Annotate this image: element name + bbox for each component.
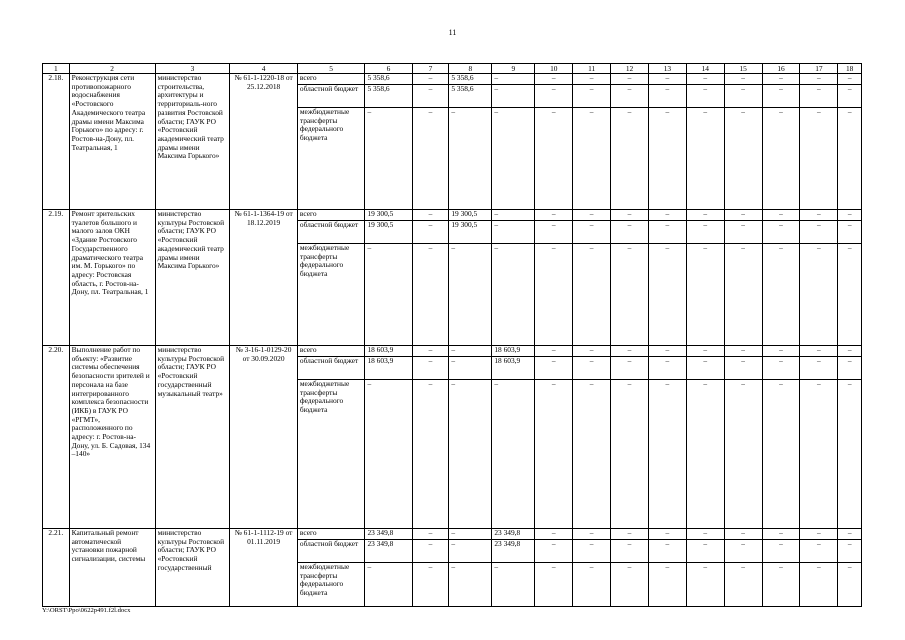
amount-col17: –	[800, 380, 838, 529]
amount-col15: –	[724, 357, 762, 380]
amount-col12: –	[611, 210, 649, 221]
amount-col18: –	[838, 108, 862, 210]
amount-col7: –	[412, 221, 449, 244]
amount-col14: –	[686, 85, 724, 108]
column-header-18: 18	[838, 64, 862, 74]
amount-col13: –	[648, 540, 686, 563]
amount-col7: –	[412, 540, 449, 563]
amount-col7: –	[412, 74, 449, 85]
amount-col16: –	[762, 540, 800, 563]
amount-col11: –	[573, 74, 611, 85]
amount-col18: –	[838, 529, 862, 540]
amount-col8: –	[449, 529, 492, 540]
amount-col15: –	[724, 74, 762, 85]
amount-col17: –	[800, 74, 838, 85]
responsible-organization: министерство культуры Ростовской области; ГАУК РО «Ростовский государственный	[155, 529, 230, 607]
amount-col11: –	[573, 540, 611, 563]
funding-source: областной бюджет	[297, 540, 365, 563]
amount-col9: 18 603,9	[492, 357, 535, 380]
amount-col6: –	[365, 244, 412, 346]
amount-col13: –	[648, 108, 686, 210]
amount-col17: –	[800, 357, 838, 380]
amount-col16: –	[762, 210, 800, 221]
amount-col6: 5 358,6	[365, 74, 412, 85]
amount-col16: –	[762, 108, 800, 210]
object-name: Капитальный ремонт автоматической установки пожарной сигнализации, системы	[69, 529, 155, 607]
amount-col17: –	[800, 346, 838, 357]
funding-source: областной бюджет	[297, 85, 365, 108]
funding-source: всего	[297, 74, 365, 85]
funding-source: межбюджетные трансферты федерального бюджета	[297, 380, 365, 529]
column-header-3: 3	[155, 64, 230, 74]
amount-col18: –	[838, 346, 862, 357]
amount-col17: –	[800, 529, 838, 540]
amount-col9: –	[492, 221, 535, 244]
amount-col14: –	[686, 346, 724, 357]
amount-col10: –	[535, 380, 573, 529]
amount-col11: –	[573, 85, 611, 108]
page-number: 11	[448, 28, 457, 37]
amount-col8: 19 300,5	[449, 221, 492, 244]
funding-source: межбюджетные трансферты федерального бюджета	[297, 244, 365, 346]
funding-source: межбюджетные трансферты федерального бюджета	[297, 563, 365, 607]
responsible-organization: министерство строительства, архитектуры и территориаль-ного развития Ростовской области; ГАУК РО «Ростовский академический театр драмы имени Максима Горького»	[155, 74, 230, 210]
amount-col17: –	[800, 85, 838, 108]
column-header-9: 9	[492, 64, 535, 74]
column-header-2: 2	[69, 64, 155, 74]
column-header-14: 14	[686, 64, 724, 74]
column-header-17: 17	[800, 64, 838, 74]
amount-col7: –	[412, 244, 449, 346]
amount-col10: –	[535, 210, 573, 221]
amount-col11: –	[573, 563, 611, 607]
amount-col14: –	[686, 108, 724, 210]
table-row	[43, 74, 862, 85]
amount-col16: –	[762, 380, 800, 529]
amount-col9: –	[492, 74, 535, 85]
amount-col8: –	[449, 357, 492, 380]
amount-col6: 23 349,8	[365, 540, 412, 563]
amount-col15: –	[724, 221, 762, 244]
column-header-10: 10	[535, 64, 573, 74]
amount-col18: –	[838, 221, 862, 244]
contract-number: № 61-1-1220-18 от 25.12.2018	[230, 74, 298, 210]
contract-number: № 3-16-1-0129-20 от 30.09.2020	[230, 346, 298, 529]
amount-col15: –	[724, 108, 762, 210]
amount-col7: –	[412, 108, 449, 210]
column-header-15: 15	[724, 64, 762, 74]
amount-col17: –	[800, 210, 838, 221]
funding-source: областной бюджет	[297, 221, 365, 244]
table-row	[43, 529, 862, 540]
amount-col6: 18 603,9	[365, 346, 412, 357]
row-number: 2.21.	[43, 529, 70, 607]
amount-col11: –	[573, 108, 611, 210]
amount-col15: –	[724, 540, 762, 563]
funding-source: всего	[297, 346, 365, 357]
amount-col11: –	[573, 221, 611, 244]
amount-col6: 19 300,5	[365, 210, 412, 221]
amount-col17: –	[800, 244, 838, 346]
amount-col15: –	[724, 529, 762, 540]
column-header-7: 7	[412, 64, 449, 74]
amount-col6: –	[365, 380, 412, 529]
amount-col9: –	[492, 108, 535, 210]
amount-col8: 5 358,6	[449, 85, 492, 108]
row-number: 2.20.	[43, 346, 70, 529]
amount-col10: –	[535, 108, 573, 210]
amount-col15: –	[724, 346, 762, 357]
amount-col9: 18 603,9	[492, 346, 535, 357]
table-body	[43, 74, 862, 607]
amount-col9: –	[492, 380, 535, 529]
amount-col16: –	[762, 563, 800, 607]
footer-file-path: Y:\ORST\Ppo\0622p491.f2l.docx	[42, 607, 131, 614]
amount-col18: –	[838, 357, 862, 380]
amount-col12: –	[611, 380, 649, 529]
amount-col10: –	[535, 563, 573, 607]
amount-col12: –	[611, 357, 649, 380]
amount-col13: –	[648, 357, 686, 380]
budget-table	[42, 63, 862, 607]
amount-col9: 23 349,8	[492, 540, 535, 563]
amount-col8: –	[449, 346, 492, 357]
amount-col7: –	[412, 563, 449, 607]
amount-col8: –	[449, 108, 492, 210]
amount-col10: –	[535, 540, 573, 563]
amount-col14: –	[686, 244, 724, 346]
amount-col12: –	[611, 85, 649, 108]
amount-col11: –	[573, 357, 611, 380]
amount-col6: –	[365, 108, 412, 210]
amount-col9: 23 349,8	[492, 529, 535, 540]
amount-col10: –	[535, 529, 573, 540]
amount-col8: –	[449, 563, 492, 607]
amount-col18: –	[838, 244, 862, 346]
header-row	[43, 64, 862, 74]
amount-col13: –	[648, 529, 686, 540]
amount-col14: –	[686, 357, 724, 380]
amount-col12: –	[611, 74, 649, 85]
amount-col11: –	[573, 244, 611, 346]
funding-source: всего	[297, 529, 365, 540]
amount-col16: –	[762, 74, 800, 85]
contract-number: № 61-1-1112-19 от 01.11.2019	[230, 529, 298, 607]
amount-col9: –	[492, 563, 535, 607]
amount-col13: –	[648, 74, 686, 85]
amount-col16: –	[762, 357, 800, 380]
amount-col12: –	[611, 540, 649, 563]
column-header-4: 4	[230, 64, 298, 74]
amount-col16: –	[762, 346, 800, 357]
amount-col16: –	[762, 85, 800, 108]
amount-col12: –	[611, 244, 649, 346]
amount-col14: –	[686, 380, 724, 529]
amount-col7: –	[412, 210, 449, 221]
column-header-12: 12	[611, 64, 649, 74]
column-header-11: 11	[573, 64, 611, 74]
amount-col6: –	[365, 563, 412, 607]
amount-col8: –	[449, 380, 492, 529]
column-header-1: 1	[43, 64, 70, 74]
amount-col18: –	[838, 85, 862, 108]
object-name: Выполнение работ по объекту: «Развитие системы обеспечения безопасности зрителей и персонала на базе интегрированного комплекса безопасности (ИКБ) в ГАУК РО «РГМТ», расположенного по адресу: г. Ростов-на-Дону, ул. Б. Садовая, 134 –140»	[69, 346, 155, 529]
amount-col17: –	[800, 108, 838, 210]
amount-col18: –	[838, 74, 862, 85]
funding-source: межбюджетные трансферты федерального бюджета	[297, 108, 365, 210]
column-header-16: 16	[762, 64, 800, 74]
amount-col14: –	[686, 563, 724, 607]
amount-col8: –	[449, 244, 492, 346]
amount-col12: –	[611, 529, 649, 540]
amount-col10: –	[535, 346, 573, 357]
amount-col17: –	[800, 540, 838, 563]
column-header-13: 13	[648, 64, 686, 74]
amount-col6: 23 349,8	[365, 529, 412, 540]
amount-col7: –	[412, 529, 449, 540]
row-number: 2.18.	[43, 74, 70, 210]
amount-col16: –	[762, 221, 800, 244]
responsible-organization: министерство культуры Ростовской области; ГАУК РО «Ростовский государственный музыкальный театр»	[155, 346, 230, 529]
amount-col14: –	[686, 540, 724, 563]
amount-col15: –	[724, 380, 762, 529]
contract-number: № 61-1-1364-19 от 18.12.2019	[230, 210, 298, 346]
amount-col7: –	[412, 380, 449, 529]
amount-col6: 5 358,6	[365, 85, 412, 108]
amount-col16: –	[762, 529, 800, 540]
amount-col10: –	[535, 221, 573, 244]
amount-col10: –	[535, 85, 573, 108]
amount-col12: –	[611, 563, 649, 607]
column-header-8: 8	[449, 64, 492, 74]
amount-col13: –	[648, 210, 686, 221]
amount-col7: –	[412, 85, 449, 108]
amount-col18: –	[838, 380, 862, 529]
amount-col11: –	[573, 210, 611, 221]
amount-col7: –	[412, 357, 449, 380]
amount-col12: –	[611, 108, 649, 210]
funding-source: областной бюджет	[297, 357, 365, 380]
amount-col9: –	[492, 85, 535, 108]
amount-col16: –	[762, 244, 800, 346]
amount-col13: –	[648, 85, 686, 108]
amount-col15: –	[724, 210, 762, 221]
amount-col14: –	[686, 221, 724, 244]
amount-col17: –	[800, 221, 838, 244]
amount-col13: –	[648, 221, 686, 244]
amount-col10: –	[535, 357, 573, 380]
amount-col12: –	[611, 221, 649, 244]
funding-source: всего	[297, 210, 365, 221]
amount-col18: –	[838, 540, 862, 563]
amount-col9: –	[492, 210, 535, 221]
amount-col13: –	[648, 563, 686, 607]
amount-col15: –	[724, 85, 762, 108]
amount-col11: –	[573, 380, 611, 529]
amount-col15: –	[724, 563, 762, 607]
amount-col13: –	[648, 380, 686, 529]
table-row	[43, 346, 862, 357]
responsible-organization: министерство культуры Ростовской области; ГАУК РО «Ростовский академический театр драмы имени Максима Горького»	[155, 210, 230, 346]
amount-col15: –	[724, 244, 762, 346]
amount-col8: 19 300,5	[449, 210, 492, 221]
amount-col12: –	[611, 346, 649, 357]
amount-col11: –	[573, 346, 611, 357]
object-name: Ремонт зрительских туалетов большого и малого залов ОКН «Здание Ростовского Государственного драматического театра им. М. Горького» по адресу: Ростовская область, г. Ростов-на-Дону, пл. Театральная, 1	[69, 210, 155, 346]
column-header-5: 5	[297, 64, 365, 74]
amount-col9: –	[492, 244, 535, 346]
amount-col11: –	[573, 529, 611, 540]
amount-col17: –	[800, 563, 838, 607]
amount-col18: –	[838, 210, 862, 221]
amount-col7: –	[412, 346, 449, 357]
amount-col18: –	[838, 563, 862, 607]
amount-col10: –	[535, 244, 573, 346]
row-number: 2.19.	[43, 210, 70, 346]
amount-col8: 5 358,6	[449, 74, 492, 85]
object-name: Реконструкция сети противопожарного водоснабжения «Ростовского Академического театра драмы имени Максима Горького» по адресу: г. Ростов-на-Дону, пл. Театральная, 1	[69, 74, 155, 210]
amount-col14: –	[686, 529, 724, 540]
amount-col13: –	[648, 346, 686, 357]
column-header-6: 6	[365, 64, 412, 74]
amount-col14: –	[686, 210, 724, 221]
amount-col13: –	[648, 244, 686, 346]
table-row	[43, 210, 862, 221]
amount-col10: –	[535, 74, 573, 85]
amount-col6: 18 603,9	[365, 357, 412, 380]
amount-col6: 19 300,5	[365, 221, 412, 244]
amount-col14: –	[686, 74, 724, 85]
amount-col8: –	[449, 540, 492, 563]
